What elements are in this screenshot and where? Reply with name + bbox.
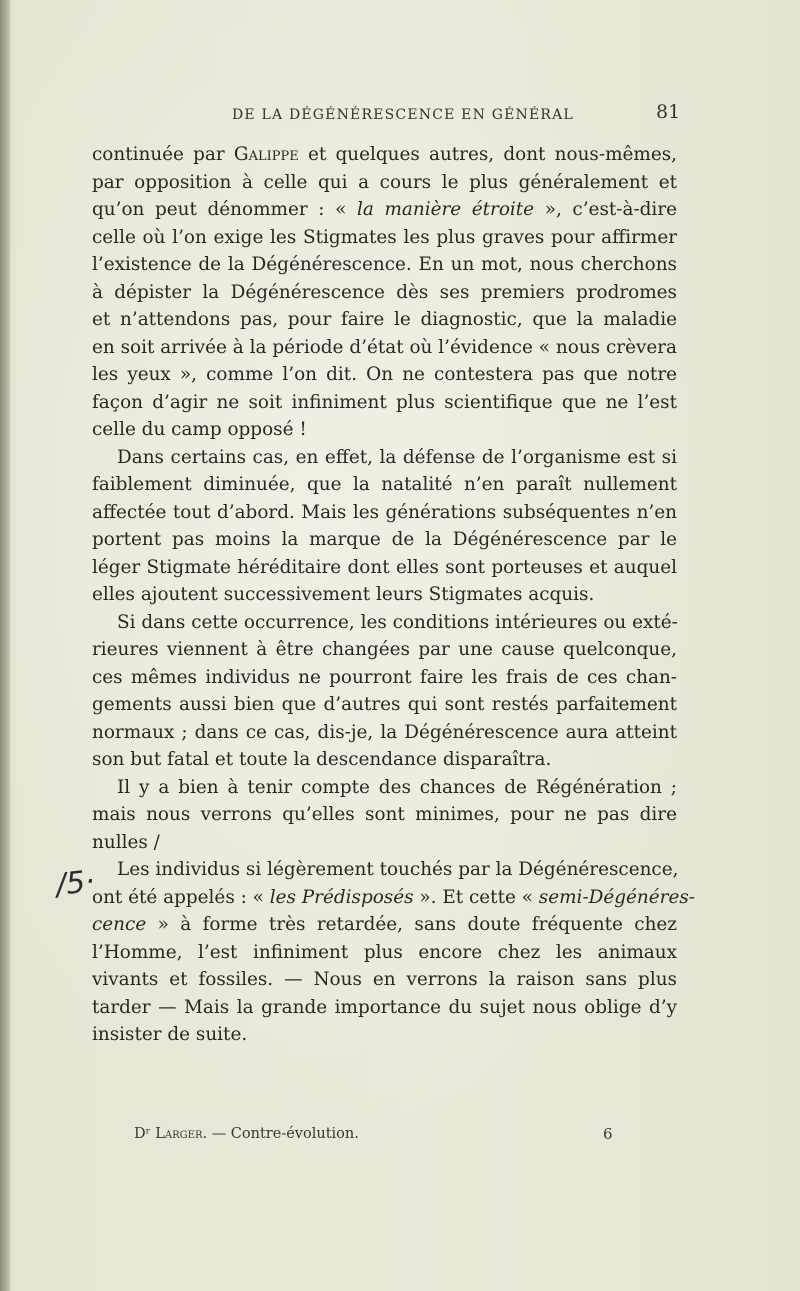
footer-book-title: . — Contre-évolution. xyxy=(202,1126,359,1142)
text-segment: normaux ; dans ce cas, dis-je, la Dégénérescence aura atteint xyxy=(92,721,677,743)
italic-text: semi-Dégénéres- xyxy=(538,886,695,908)
text-line xyxy=(92,279,677,307)
signature-mark: 6 xyxy=(603,1125,613,1143)
text-segment: celle du camp opposé ! xyxy=(92,419,307,440)
text-segment: l’Homme, l’est infiniment plus encore chez les animaux xyxy=(92,941,677,963)
text-line xyxy=(92,664,677,692)
text-line xyxy=(92,581,677,609)
text-line xyxy=(92,801,677,829)
text-line xyxy=(92,691,677,719)
text-segment: continuée par xyxy=(92,144,234,165)
text-segment: Il y a bien à tenir compte des chances de Régénération ; xyxy=(117,776,677,798)
text-segment: tarder — Mais la grande importance du sujet nous oblige d’y xyxy=(92,996,677,1018)
text-segment: insister de suite. xyxy=(92,1024,248,1045)
text-line xyxy=(92,334,677,362)
text-segment: affectée tout d’abord. Mais les générations subséquentes n’en xyxy=(92,501,677,523)
italic-text: les Prédisposés xyxy=(269,886,414,908)
footer-prefix: Dʳ xyxy=(134,1126,156,1142)
small-caps-name: Galippe xyxy=(233,144,299,165)
text-segment: gements aussi bien que d’autres qui sont restés parfaitement xyxy=(92,694,677,715)
text-segment: Dans certains cas, en effet, la défense de l’organisme est si xyxy=(117,446,677,468)
text-line xyxy=(92,554,677,582)
italic-text: cence xyxy=(92,914,147,935)
text-segment: », c’est-à-dire xyxy=(534,199,677,220)
text-segment: et n’attendons pas, pour faire le diagnostic, que la maladie xyxy=(92,309,677,330)
text-line xyxy=(92,774,677,802)
text-line xyxy=(92,169,677,197)
text-line xyxy=(92,251,677,279)
footer-author-name: Larger xyxy=(155,1126,203,1142)
text-line xyxy=(92,141,677,169)
text-line xyxy=(92,444,677,472)
text-line xyxy=(92,416,677,444)
text-segment: Les individus si légèrement touchés par la Dégénérescence, xyxy=(117,859,679,880)
page-gutter-shadow xyxy=(0,0,10,1291)
text-segment: vivants et fossiles. — Nous en verrons la raison sans plus xyxy=(92,969,677,990)
text-segment: faiblement diminuée, que la natalité n’en paraît nullement xyxy=(92,474,677,495)
text-line xyxy=(92,746,677,774)
footer-author-title xyxy=(134,1126,359,1142)
text-line xyxy=(92,389,677,417)
text-segment: façon d’agir ne soit infiniment plus scientifique que ne l’est xyxy=(92,391,677,413)
handwritten-margin-note: /5· xyxy=(54,864,97,903)
text-segment: l’existence de la Dégénérescence. En un mot, nous cherchons xyxy=(92,254,677,275)
text-segment: son but fatal et toute la descendance disparaîtra. xyxy=(92,749,552,770)
text-segment: ces mêmes individus ne pourront faire les frais de ces chan- xyxy=(92,666,677,688)
text-line xyxy=(92,499,677,527)
text-segment: léger Stigmate héréditaire dont elles sont porteuses et auquel xyxy=(92,556,677,578)
text-line xyxy=(92,471,677,499)
text-line xyxy=(92,719,677,747)
text-line xyxy=(92,609,677,637)
text-segment: portent pas moins la marque de la Dégénérescence par le xyxy=(92,529,677,550)
text-segment: les yeux », comme l’on dit. On ne contestera pas que notre xyxy=(92,364,677,385)
text-line xyxy=(92,829,677,857)
body-text xyxy=(92,141,695,1049)
text-line xyxy=(92,884,695,912)
text-segment: rieures viennent à être changées par une cause quelconque, xyxy=(92,639,677,660)
text-segment: elles ajoutent successivement leurs Stigmates acquis. xyxy=(92,584,595,605)
text-segment: nulles / xyxy=(92,831,160,853)
text-segment: ». Et cette « xyxy=(413,886,539,908)
text-line xyxy=(92,636,677,664)
page-number: 81 xyxy=(656,101,681,123)
text-line xyxy=(92,939,677,967)
text-segment: » à forme très retardée, sans doute fréquente chez xyxy=(146,914,677,935)
text-line xyxy=(92,856,677,884)
text-segment: mais nous verrons qu’elles sont minimes, pour ne pas dire xyxy=(92,804,677,825)
text-segment: Si dans cette occurrence, les conditions intérieures ou exté- xyxy=(117,611,678,633)
text-segment: à dépister la Dégénérescence dès ses premiers prodromes xyxy=(92,281,677,303)
running-title: DE LA DÉGÉNÉRESCENCE EN GÉNÉRAL xyxy=(232,107,574,123)
text-segment: celle où l’on exige les Stigmates les plus graves pour affirmer xyxy=(92,226,677,248)
text-line xyxy=(92,526,677,554)
text-line xyxy=(92,966,677,994)
text-line xyxy=(92,1021,677,1049)
text-segment: et quelques autres, dont nous-mêmes, xyxy=(298,144,677,165)
text-line xyxy=(92,361,677,389)
text-line xyxy=(92,994,677,1022)
text-segment: ont été appelés : « xyxy=(92,886,270,908)
text-line xyxy=(92,911,677,939)
text-line xyxy=(92,224,677,252)
italic-text: la manière étroite xyxy=(356,199,535,220)
text-segment: en soit arrivée à la période d’état où l’évidence « nous crèvera xyxy=(92,336,677,358)
text-line xyxy=(92,306,677,334)
text-segment: par opposition à celle qui a cours le plus généralement et xyxy=(92,171,677,193)
text-segment: qu’on peut dénommer : « xyxy=(92,199,357,220)
text-line xyxy=(92,196,677,224)
